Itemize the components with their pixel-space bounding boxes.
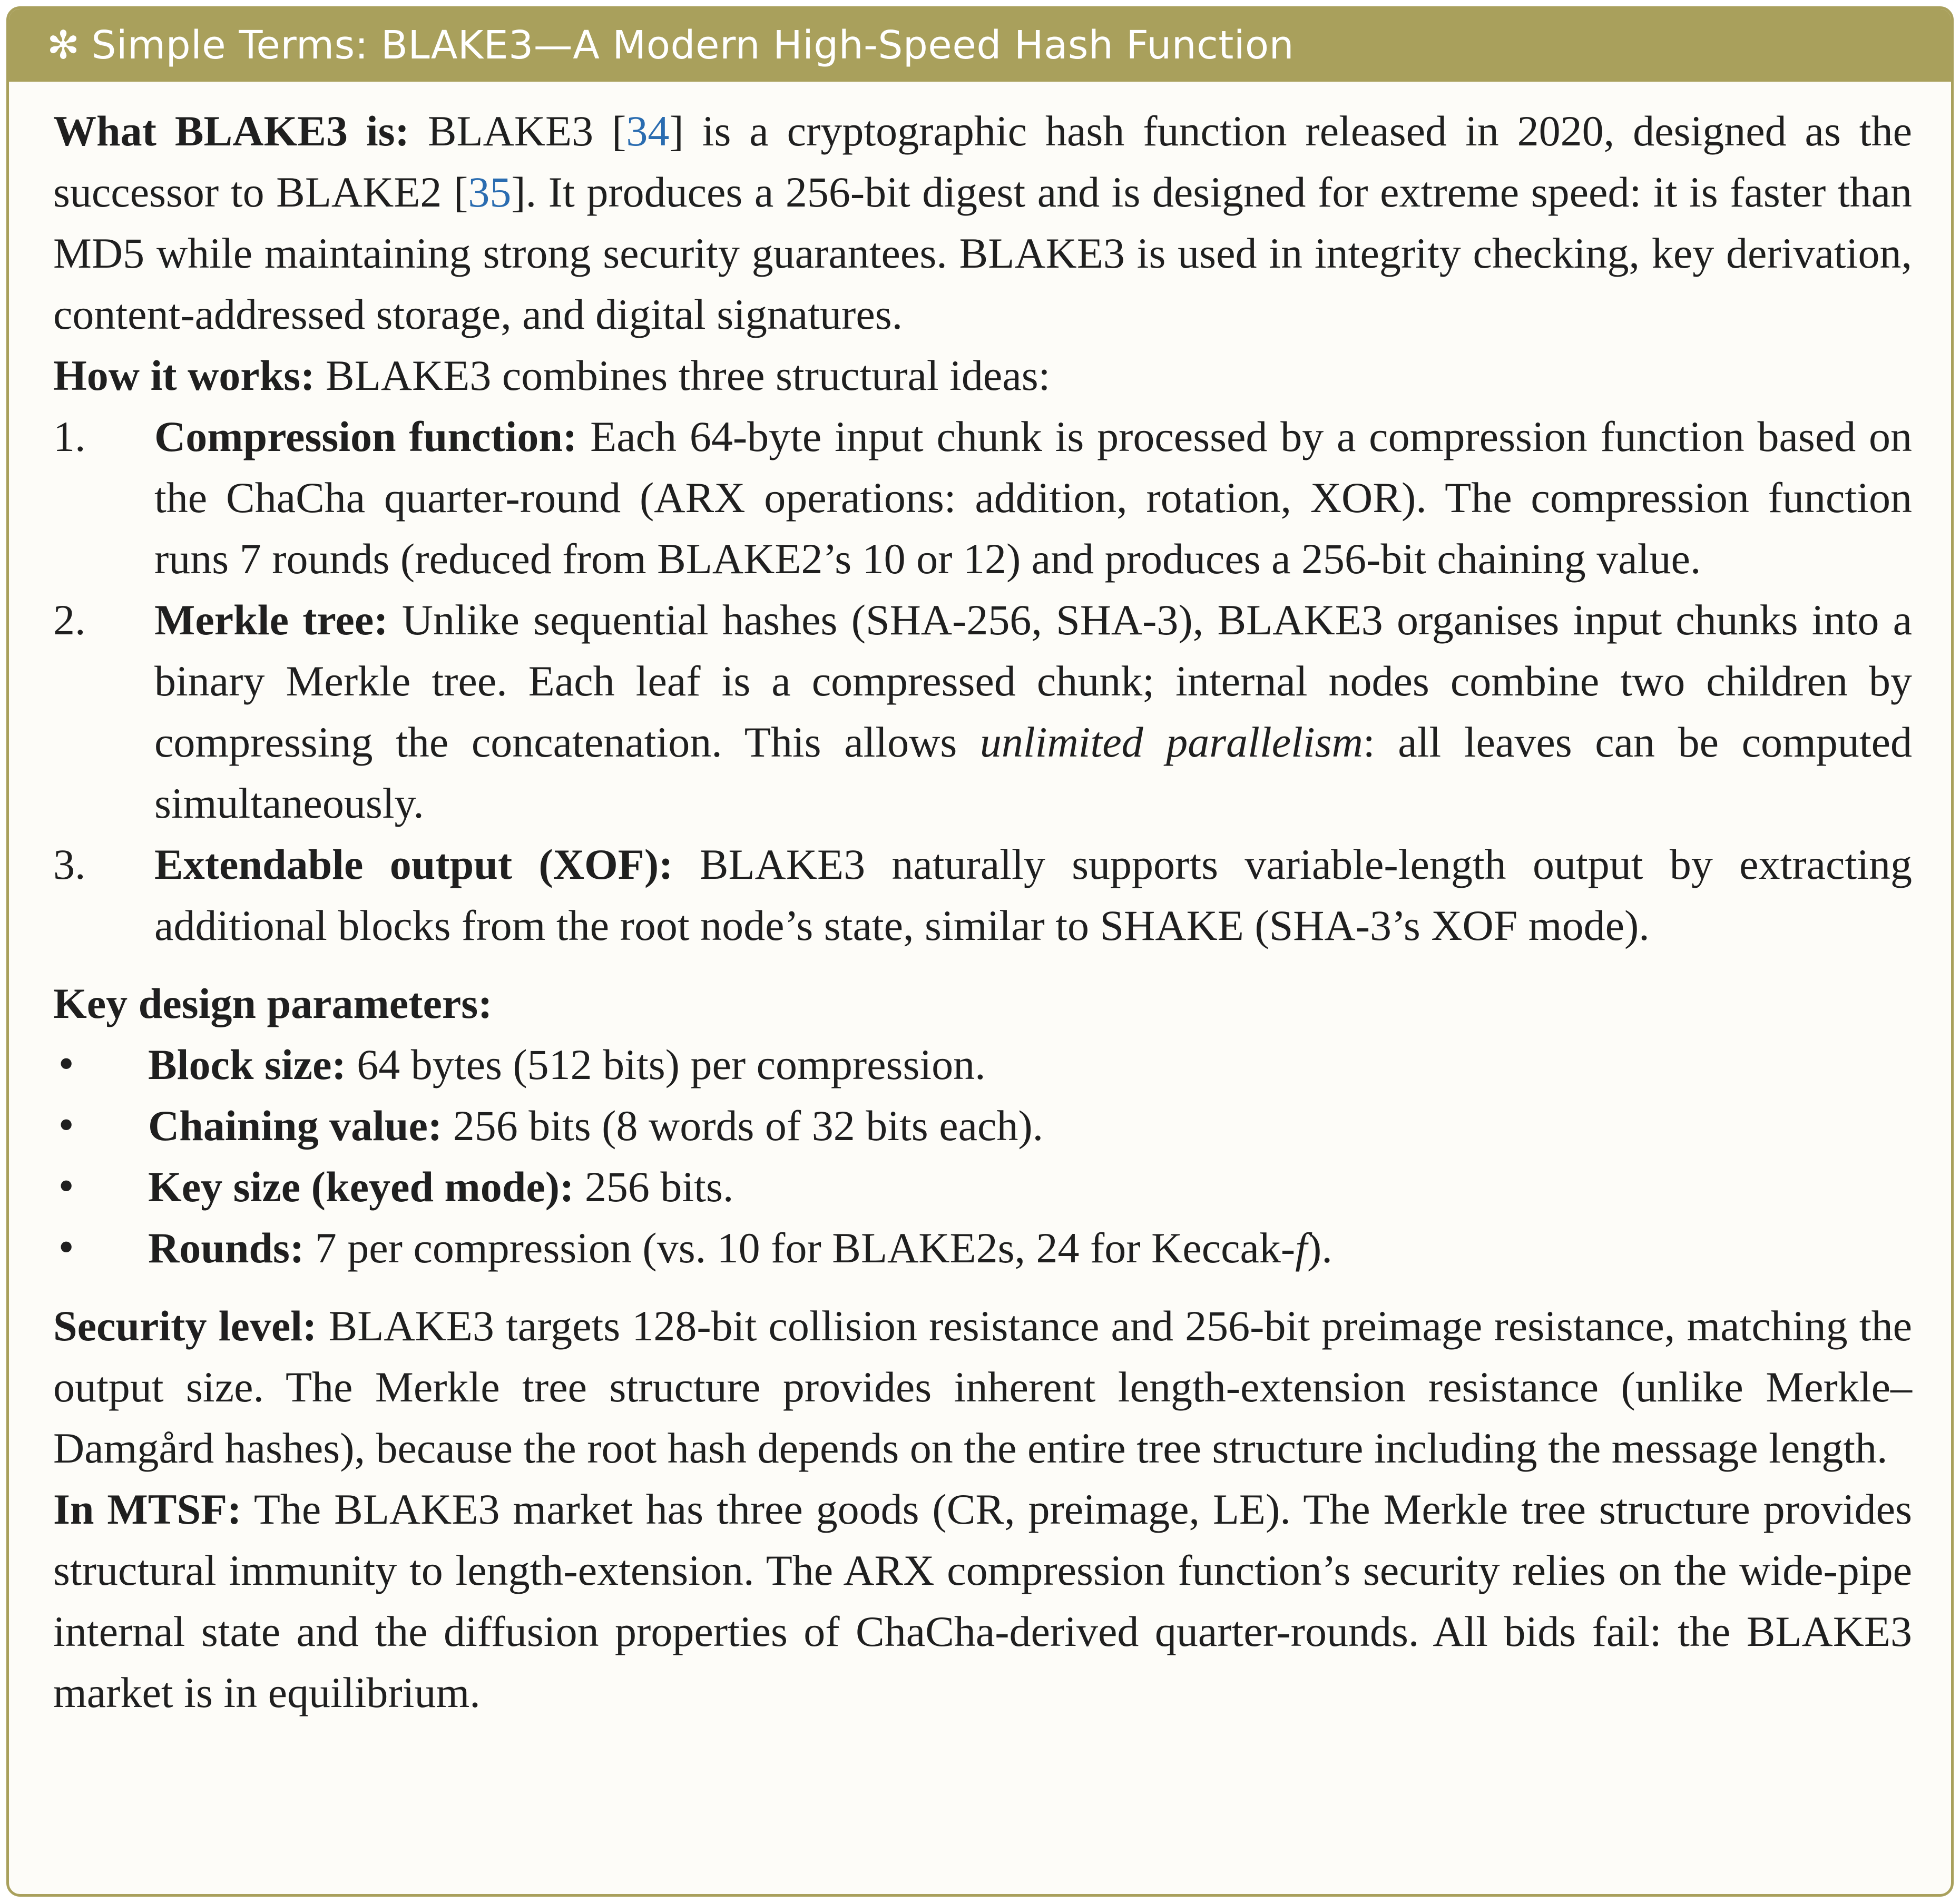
list-item-label: Extendable output (XOF):	[154, 840, 673, 888]
what-label: What BLAKE3 is:	[53, 107, 409, 155]
citation-link-34[interactable]: 34	[626, 107, 670, 155]
bullet-text: 256 bits.	[574, 1163, 734, 1211]
bullet-item	[53, 1034, 1912, 1095]
simple-terms-box	[6, 6, 1954, 1897]
bullet-item	[53, 1156, 1912, 1218]
list-number: 1.	[53, 413, 86, 460]
list-item-text: BLAKE3 naturally supports variable-length output by extracting additional blocks from the root node’s state, similar to SHAKE (SHA-3’s XOF mode).	[154, 840, 1913, 949]
what-text-1: BLAKE3 [	[409, 107, 626, 155]
asterisk-icon: ✻	[47, 23, 80, 68]
bullet-label: Chaining value:	[148, 1102, 443, 1150]
bullet-emphasis: f	[1295, 1224, 1308, 1272]
security-label: Security level:	[53, 1302, 317, 1350]
list-number: 3.	[53, 840, 86, 888]
bullet-item	[53, 1218, 1912, 1279]
list-item-emphasis: unlimited parallelism	[979, 718, 1363, 766]
mtsf-label: In MTSF:	[53, 1485, 242, 1533]
what-text-3: ]. It produces a 256-bit digest and is designed for extreme speed: it is faster than MD5 while maintaining strong security guarantees. BLAKE3 is used in integrity checking, key derivation, content-addressed storage, and digital signatures.	[53, 168, 1913, 338]
security-paragraph	[53, 1296, 1912, 1479]
mtsf-paragraph	[53, 1479, 1912, 1723]
bullet-text: 256 bits (8 words of 32 bits each).	[442, 1102, 1044, 1150]
list-item-text: Unlike sequential hashes (SHA-256, SHA-3), BLAKE3 organises input chunks into a binary Merkle tree. Each leaf is a compressed chunk; internal nodes combine two children by compressing the concatenation. This allows	[154, 596, 1912, 766]
security-text: BLAKE3 targets 128-bit collision resistance and 256-bit preimage resistance, matching the output size. The Merkle tree structure provides inherent length-extension resistance (unlike Merkle–Damgård hashes), because the root hash depends on the entire tree structure including the message length.	[53, 1302, 1912, 1472]
how-text: BLAKE3 combines three structural ideas:	[315, 351, 1051, 399]
list-item-label: Compression function:	[154, 413, 577, 460]
bullet-icon: •	[55, 1104, 77, 1147]
params-label: Key design parameters:	[53, 979, 493, 1027]
list-item-text-end: : all leaves can be computed simultaneously.	[154, 718, 1912, 827]
bullet-item	[53, 1095, 1912, 1156]
what-paragraph	[53, 101, 1912, 345]
numbered-list	[53, 406, 1912, 956]
what-text-2: ] is a cryptographic hash function released in 2020, designed as the successor to BLAKE2 [	[53, 107, 1912, 216]
bullet-label: Key size (keyed mode):	[148, 1163, 574, 1211]
bullet-text: 7 per compression (vs. 10 for BLAKE2s, 24 for Keccak-	[304, 1224, 1296, 1272]
list-item-label: Merkle tree:	[154, 596, 388, 644]
bullet-label: Rounds:	[148, 1224, 305, 1272]
how-paragraph	[53, 345, 1912, 406]
bullet-list	[53, 1034, 1912, 1279]
list-item	[53, 590, 1912, 834]
bullet-icon: •	[55, 1227, 77, 1270]
bullet-label: Block size:	[148, 1041, 346, 1088]
citation-link-35[interactable]: 35	[468, 168, 512, 216]
mtsf-text: The BLAKE3 market has three goods (CR, preimage, LE). The Merkle tree structure provides structural immunity to length-extension. The ARX compression function’s security relies on the wide-pipe internal state and the diffusion properties of ChaCha-derived quarter-rounds. All bids fail: the BLAKE3 market is in equilibrium.	[53, 1485, 1912, 1716]
params-heading	[53, 973, 1912, 1034]
how-label: How it works:	[53, 351, 315, 399]
box-header	[9, 9, 1951, 82]
bullet-text: 64 bytes (512 bits) per compression.	[346, 1041, 986, 1088]
list-item-text: Each 64-byte input chunk is processed by a compression function based on the ChaCha quarter-round (ARX operations: addition, rotation, XOR). The compression function runs 7 rounds (reduced from BLAKE2’s 10 or 12) and produces a 256-bit chaining value.	[154, 413, 1913, 583]
bullet-icon: •	[55, 1165, 77, 1209]
list-number: 2.	[53, 596, 86, 644]
list-item	[53, 834, 1912, 956]
box-title: Simple Terms: BLAKE3—A Modern High-Speed Hash Function	[91, 23, 1295, 68]
bullet-text-end: ).	[1307, 1224, 1332, 1272]
bullet-icon: •	[55, 1043, 77, 1086]
list-item	[53, 406, 1912, 590]
box-content	[53, 101, 1912, 1723]
